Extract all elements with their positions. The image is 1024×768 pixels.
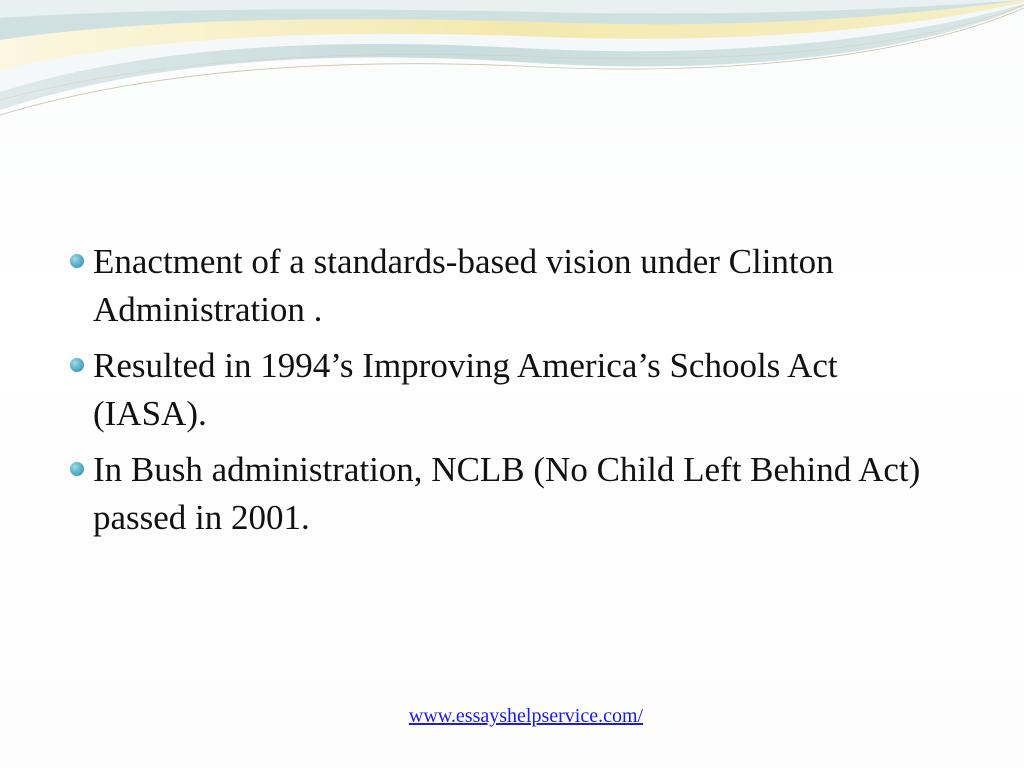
- bullet-item: [70, 238, 950, 334]
- bullet-list: [70, 238, 950, 550]
- bullet-text: Resulted in 1994’s Improving America’s Schools Act (IASA).: [93, 346, 838, 433]
- bullet-dot-icon: [70, 358, 84, 372]
- bullet-dot-icon: [70, 254, 84, 268]
- bullet-dot-icon: [70, 462, 84, 476]
- bullet-item: [70, 342, 950, 438]
- bullet-text: In Bush administration, NCLB (No Child Left Behind Act) passed in 2001.: [93, 450, 921, 537]
- footer-website-link[interactable]: www.essayshelpservice.com/: [408, 705, 644, 727]
- bullet-text: Enactment of a standards-based vision under Clinton Administration .: [93, 242, 834, 329]
- bullet-item: [70, 446, 950, 542]
- header-wave-decoration: [0, 0, 1024, 130]
